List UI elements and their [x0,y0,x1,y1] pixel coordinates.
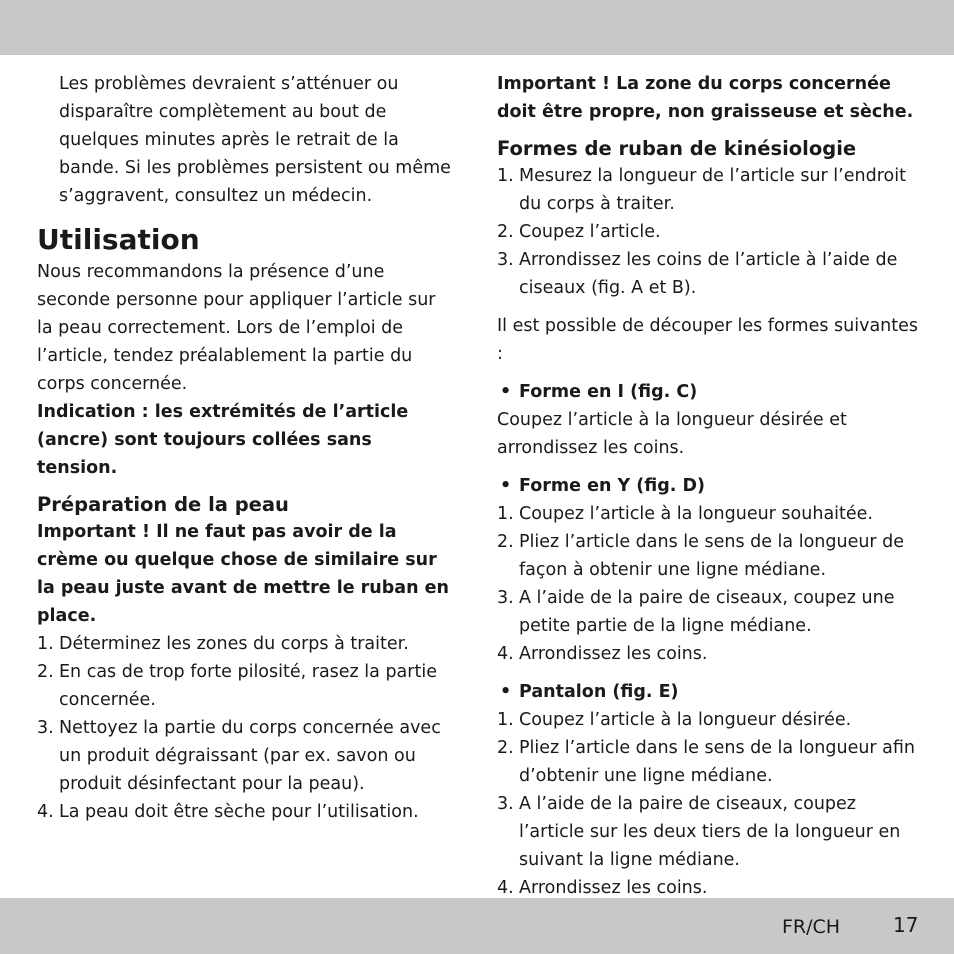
list-item: 3. Arrondissez les coins de l’article à l’aide de ciseaux (fig. A et B). [497,250,898,298]
usage-text: Nous recommandons la présence d’une seconde personne pour appliquer l’article sur la peau correctement. Lors de l’emploi de l’article, tendez préalablement la partie du corps concernée. [37,262,436,394]
list-item: 1. Coupez l’article à la longueur souhaitée. [497,504,873,524]
forms-heading: Formes de ruban de kinésiologie [497,137,857,160]
list-item: 2. En cas de trop forte pilosité, rasez la partie concernée. [37,662,437,710]
prep-heading: Préparation de la peau [37,493,289,516]
indication-text: Indication : les extrémités de l’article (ancre) sont toujours collées sans tension. [37,402,409,478]
section-heading-utilisation: Utilisation [37,223,200,256]
pantalon-steps [497,706,925,902]
list-item: 2. Coupez l’article. [497,222,661,242]
forms-steps [497,162,925,302]
left-column [37,70,455,826]
page-number: 17 [893,913,919,937]
list-item: 3. A l’aide de la paire de ciseaux, coupez une petite partie de la ligne médiane. [497,588,895,636]
pantalon-title: • Pantalon (fig. E) [500,682,679,702]
important-clean-text: Important ! La zone du corps concernée doit être propre, non graisseuse et sèche. [497,74,914,122]
list-item: 2. Pliez l’article dans le sens de la longueur de façon à obtenir une ligne médiane. [497,532,905,580]
list-item: 4. Arrondissez les coins. [497,644,708,664]
list-item: 1. Déterminez les zones du corps à traiter. [37,634,409,654]
list-item: 1. Mesurez la longueur de l’article sur l’endroit du corps à traiter. [497,166,906,214]
prep-steps [37,630,455,826]
form-y-title: • Forme en Y (fig. D) [500,476,706,496]
form-y-steps [497,500,925,668]
list-item: 2. Pliez l’article dans le sens de la longueur afin d’obtenir une ligne médiane. [497,738,916,786]
header-band [0,0,954,55]
list-item: 3. Nettoyez la partie du corps concernée avec un produit dégraissant (par ex. savon ou produit désinfectant pour la peau). [37,718,441,794]
prep-important: Important ! Il ne faut pas avoir de la crème ou quelque chose de similaire sur la peau juste avant de mettre le ruban en place. [37,522,449,626]
form-i-text: Coupez l’article à la longueur désirée et arrondissez les coins. [497,410,847,458]
form-i-title: • Forme en I (fig. C) [500,382,698,402]
list-item: 4. La peau doit être sèche pour l’utilisation. [37,802,419,822]
footer-language: FR/CH [782,916,841,938]
list-item: 3. A l’aide de la paire de ciseaux, coupez l’article sur les deux tiers de la longueur en suivant la ligne médiane. [497,794,901,870]
intro-text: Les problèmes devraient s’atténuer ou disparaître complètement au bout de quelques minutes après le retrait de la bande. Si les problèmes persistent ou même s’aggravent, consultez un médecin. [59,74,451,206]
list-item: 1. Coupez l’article à la longueur désirée. [497,710,852,730]
right-column [497,70,925,902]
list-item: 4. Arrondissez les coins. [497,878,708,898]
possible-shapes-text: Il est possible de découper les formes suivantes : [497,316,919,364]
